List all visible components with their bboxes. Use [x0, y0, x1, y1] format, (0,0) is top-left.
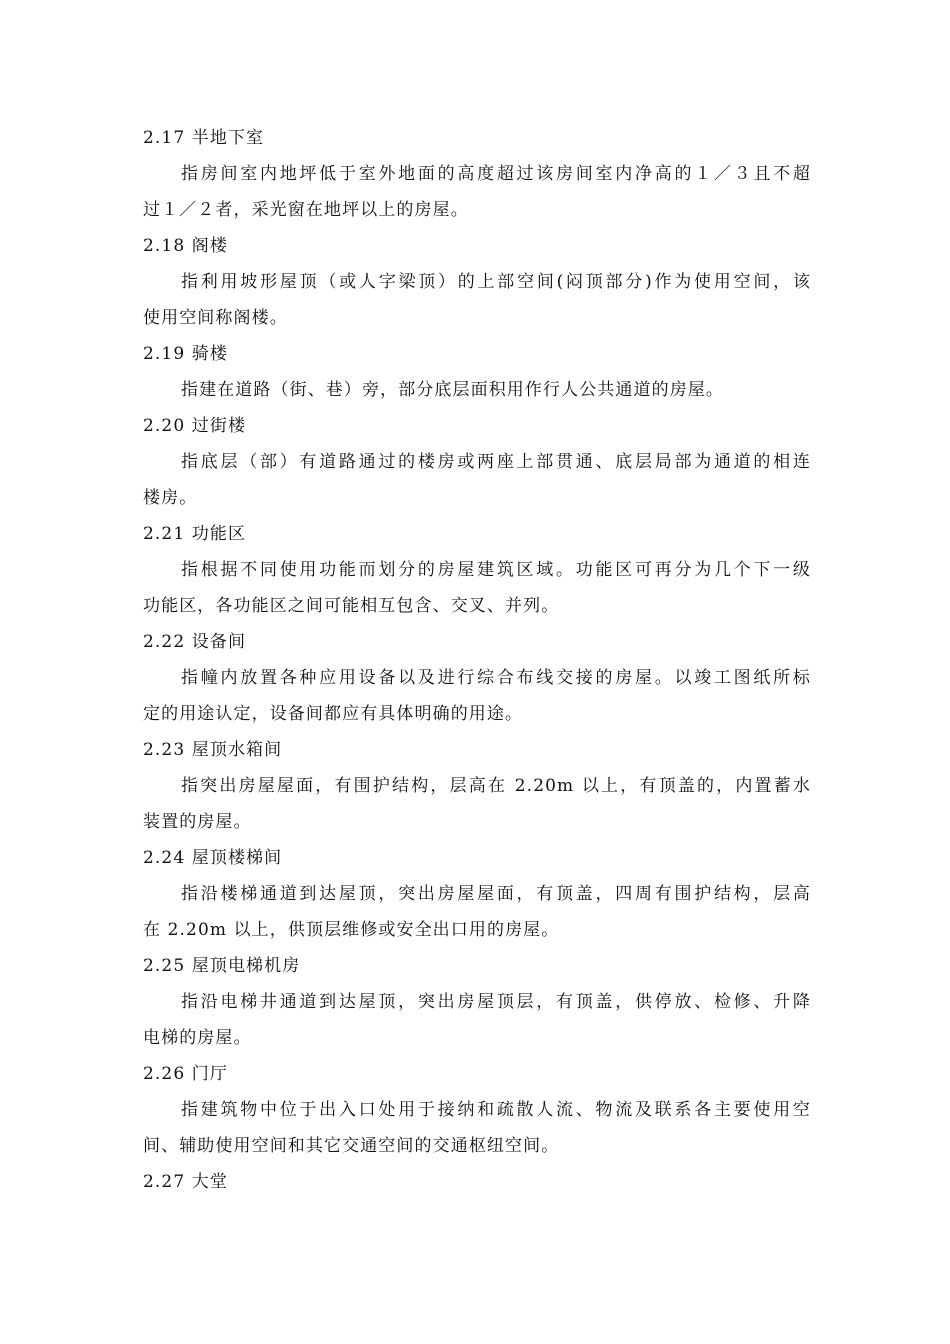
section-2-23 — [143, 732, 811, 840]
paragraph-line: 楼房。 — [143, 488, 198, 508]
section-heading: 2.22 设备间 — [143, 632, 247, 652]
paragraph-line: 装置的房屋。 — [143, 812, 252, 832]
section-2-21 — [143, 516, 811, 624]
section-2-20 — [143, 408, 811, 516]
section-heading: 2.17 半地下室 — [143, 128, 265, 148]
paragraph-line: 过１／２者，采光窗在地坪以上的房屋。 — [143, 200, 469, 220]
paragraph-line: 使用空间称阁楼。 — [143, 308, 288, 328]
section-2-17 — [143, 120, 811, 228]
paragraph-line: 指房间室内地坪低于室外地面的高度超过该房间室内净高的１／３且不超 — [181, 164, 811, 184]
section-2-24 — [143, 840, 811, 948]
paragraph-line: 定的用途认定，设备间都应有具体明确的用途。 — [143, 704, 524, 724]
section-2-27 — [143, 1164, 811, 1200]
paragraph-line: 指建筑物中位于出入口处用于接纳和疏散人流、物流及联系各主要使用空 — [181, 1100, 811, 1120]
section-heading: 2.23 屋顶水箱间 — [143, 740, 283, 760]
paragraph-line: 指建在道路（街、巷）旁，部分底层面积用作行人公共通道的房屋。 — [181, 380, 724, 400]
section-2-19 — [143, 336, 811, 408]
section-2-18 — [143, 228, 811, 336]
section-heading: 2.25 屋顶电梯机房 — [143, 956, 301, 976]
section-2-26 — [143, 1056, 811, 1164]
section-heading: 2.27 大堂 — [143, 1172, 228, 1192]
paragraph-line: 指突出房屋屋面，有围护结构，层高在 2.20m 以上，有顶盖的，内置蓄水 — [181, 776, 811, 796]
section-heading: 2.26 门厅 — [143, 1064, 228, 1084]
section-heading: 2.21 功能区 — [143, 524, 247, 544]
section-2-22 — [143, 624, 811, 732]
paragraph-line: 指利用坡形屋顶（或人字梁顶）的上部空间(闷顶部分)作为使用空间，该 — [181, 272, 811, 292]
section-heading: 2.24 屋顶楼梯间 — [143, 848, 283, 868]
paragraph-line: 指根据不同使用功能而划分的房屋建筑区域。功能区可再分为几个下一级 — [181, 560, 811, 580]
paragraph-line: 间、辅助使用空间和其它交通空间的交通枢纽空间。 — [143, 1136, 560, 1156]
section-heading: 2.18 阁楼 — [143, 236, 228, 256]
section-heading: 2.20 过街楼 — [143, 416, 247, 436]
paragraph-line: 指沿电梯井通道到达屋顶，突出房屋顶层，有顶盖，供停放、检修、升降 — [181, 992, 811, 1012]
paragraph-line: 指沿楼梯通道到达屋顶，突出房屋屋面，有顶盖，四周有围护结构，层高 — [181, 884, 811, 904]
paragraph-line: 指底层（部）有道路通过的楼房或两座上部贯通、底层局部为通道的相连 — [181, 452, 811, 472]
document-page — [143, 120, 811, 1200]
section-heading: 2.19 骑楼 — [143, 344, 228, 364]
paragraph-line: 功能区，各功能区之间可能相互包含、交叉、并列。 — [143, 596, 560, 616]
paragraph-line: 电梯的房屋。 — [143, 1028, 252, 1048]
paragraph-line: 在 2.20m 以上，供顶层维修或安全出口用的房屋。 — [143, 920, 560, 940]
paragraph-line: 指幢内放置各种应用设备以及进行综合布线交接的房屋。以竣工图纸所标 — [181, 668, 811, 688]
section-2-25 — [143, 948, 811, 1056]
